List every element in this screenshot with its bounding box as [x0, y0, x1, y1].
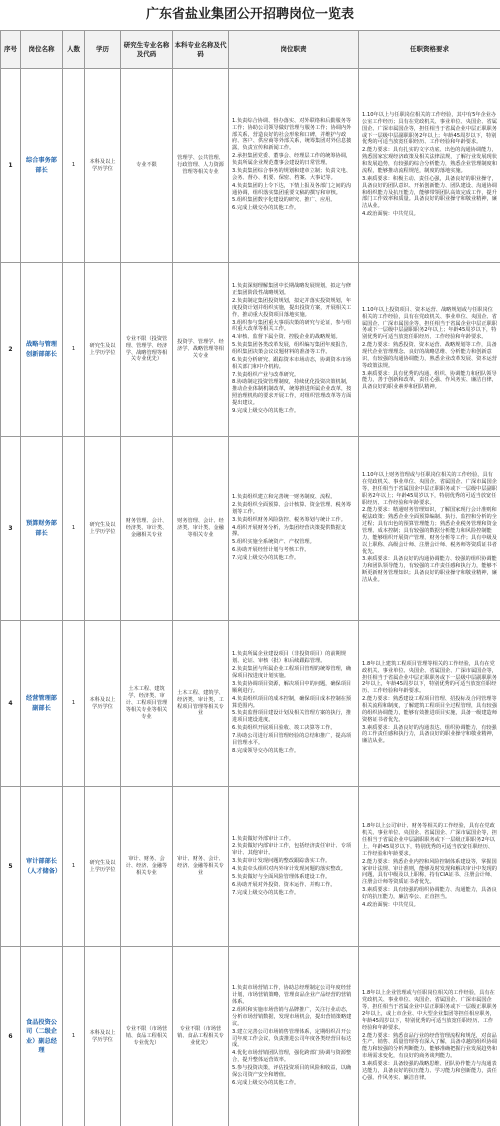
- cell-paragraph: 3.负责集团综合事务的规划和建章立制；负责文电、会务、督办、机要、保密、档案、大事记等。: [232, 167, 352, 181]
- cell-paragraph: 3.素质要求：具备良好的沟通表达、组织协调能力，有较强的工作责任感和执行力，具备良好的职业操守和敬业精神，廉洁从业。: [362, 724, 497, 745]
- cell-paragraph: 1.10年以上财务管理或与任职岗位相关的工作经验，具有在党政机关、事业单位、央国企、省属国企、广深市属国企等，担任相当于省属国企中层正职职务或下一层级中层副职职务2年以上；年龄45周岁以下，特别优秀的可适当放宽任职经历、工作经验和年龄要求。: [362, 472, 497, 506]
- cell-paragraph: 8.协助制定投资管理制度，持续优化投资决策机制，推动企业体制机制改革，统筹推进所属企业改革，按照治理机构的要求开展工作，对组织管理改革等方面提出建议。: [232, 379, 352, 407]
- cell-paragraph: 4.负责集团的上令下达，下情上报及各部门之间的沟通协调，组织落实集团重要文稿的撰写和审核。: [232, 182, 352, 196]
- position-name: 审计部部长（人才储备）: [21, 787, 63, 947]
- ug-major: 土木工程、建筑学、经济类、审计类、工程项目管理等相关专业: [173, 621, 229, 787]
- education: 本科及以上学历学位: [85, 621, 121, 787]
- cell-paragraph: 4.政治面貌：中共党员。: [362, 211, 419, 218]
- row-seq: 5: [1, 787, 21, 947]
- cell-paragraph: 4.审核、监督下属全资、控股企业的战略规划。: [232, 334, 341, 341]
- cell-paragraph: 2.负责组织全面预算、会计核算、资金管理、税务筹划等工作。: [232, 501, 352, 515]
- headcount: 1: [63, 947, 85, 1126]
- cell-paragraph: 1.10年以上与任职岗位相关的工作经验，其中有5年企业办公室工作经历；具有在党政机关、事业单位、央国企、省属国企、广深市属国企等，担任相当于省属企业中层正职职务或下一层级中层副职职务2年以上；年龄45周岁以下，特别优秀的可适当放宽任职经历、工作经验和年龄要求。: [362, 112, 497, 146]
- cell-paragraph: 3.负责协调项目资源，解决项目中的问题，确保项目顺利进行。: [232, 680, 352, 694]
- cell-paragraph: 2.能力要求：熟悉企业内控和风险控制体系建设等，掌握国家审计法规、审计准则，能够及时发现和解决审计中发现的问题，具有中级及以上职称，持有CIA证书、注册会计师、注册会计师等资质证书者优先。: [362, 858, 497, 886]
- cell-paragraph: 4.政治面貌：中共党员。: [362, 901, 419, 908]
- header-position: 岗位名称: [21, 31, 63, 69]
- duties-cell: [229, 621, 359, 787]
- cell-paragraph: 1.8年以上建筑工程项目管理等相关的工作经验，具有在党政机关、事业单位、央国企、省属国企、广深市属国企等，担任相当于省属企业中层正职职务或下一层级中层副职职务2年以上，年龄45周岁以下，特别优秀的可适当放宽任职经历、工作经验和年龄要求。: [362, 660, 497, 695]
- header-education: 学历: [85, 31, 121, 69]
- cell-paragraph: 3.素质要求：具有优秀的沟通、组织、协调能力和团队领导能力，善于创新和改革，责任心强、作风务实、廉洁自律，具备良好的职业素养和团队精神。: [362, 370, 497, 391]
- requirements-cell: [359, 69, 500, 263]
- cell-paragraph: 3.素质要求：具有较强的组织协调能力、沟通能力，具备良好的抗压能力，廉洁奉公、正直担当。: [362, 887, 497, 900]
- cell-paragraph: 2.能力要求：精通财务管理知识，了解国家现行会计准则和税法政策；熟悉企业全面预算编制、执行、监控和分析的全过程；具有出色的预算管理能力；熟悉企业税务管理和资金管理、成本控制；具有较强的数据分析能力和风险控制能力，能够组织开展资产管理、财务分析等工作；具有中级及以上职称、高级会计师、注册会计师、税务师等资质证书者优先。: [362, 507, 497, 555]
- cell-paragraph: 5.负责集团各类改革发展，组织编写集团年度报告，组织集团决策会议议题材料的准备等工作。: [232, 342, 352, 355]
- cell-paragraph: 3.素质要求：具备较强的战略思维、团队协作能力与沟通表达能力，具备良好的抗压能力、学习能力和创新能力，责任心强、作风务实、廉洁自律。: [362, 1061, 497, 1081]
- cell-paragraph: 7.完成上级交办的其他工作。: [232, 889, 300, 896]
- requirements-cell: [359, 787, 500, 947]
- cell-paragraph: 2.能力要求：熟悉建设工程项目管理、招投标及合同管理等相关流程和制度，了解建筑工程项目全过程管理，具有较强的组织协调能力，能够有效推进项目实施，具备一级建造师资格证书者优先。: [362, 696, 497, 723]
- cell-paragraph: 7.协助公司进行项目管理经验的总结和推广，提高项目管理水平。: [232, 732, 352, 746]
- table-row: [1, 437, 500, 621]
- table-row: [1, 69, 500, 263]
- cell-paragraph: 6.负责组织开展项目验收、竣工决算等工作。: [232, 725, 336, 732]
- table-header-row: [1, 31, 500, 69]
- grad-major: 审计、财务、会计、经济、金融等相关专业: [121, 787, 173, 947]
- grad-major: 专业不限（市场营销、食品工程相关专业优先）: [121, 947, 173, 1126]
- cell-paragraph: 3.负责组织财务风险防控、税务筹划与统计工作。: [232, 516, 346, 523]
- cell-paragraph: 4.负责牵头组织对内外审计发现问题的落实整改。: [232, 866, 346, 872]
- table-row: [1, 947, 500, 1126]
- cell-paragraph: 1.负责市场营销工作，协助总经理制定公司年度经营计划，市场营销策略，管理食品企业产品经营的营销体系。: [232, 985, 352, 1006]
- ug-major: 专业不限（市场营销、食品工程相关专业优先）: [173, 947, 229, 1126]
- education: 本科及以上学历学位: [85, 69, 121, 263]
- requirements-cell: [359, 263, 500, 437]
- requirements-cell: [359, 621, 500, 787]
- header-grad-major: 研究生专业名称及代码: [121, 31, 173, 69]
- duties-cell: [229, 69, 359, 263]
- education: 研究生及以上学历学位: [85, 437, 121, 621]
- position-name: 预算财务部部长: [21, 437, 63, 621]
- position-name: 食品投资公司（二级企业）副总经理: [21, 947, 63, 1126]
- grad-major: 专业不限（投资管理、管理学、经济学、战略管理等相关专业优先）: [121, 263, 173, 437]
- cell-paragraph: 1.10年以上投资项目、资本运营、战略规划或与任职岗位相关的工作经验，具有在党政机关、事业单位、央国企、省属国企、广深市属国企等，担任相当于省属企业中层正职职务或下一层级中层副职职务2年以上；年龄45周岁以下，特别优秀的可适当放宽任职经历、工作经验和年龄要求。: [362, 306, 497, 341]
- row-seq: 1: [1, 69, 21, 263]
- cell-paragraph: 2.组织和实施市场营销与品牌推广，关注行业动态，分析市场营销数据，发现市场机会，提出营销策略建议。: [232, 1007, 352, 1027]
- table-row: [1, 787, 500, 947]
- position-name: 经营管理部副部长: [21, 621, 63, 787]
- positions-table: [0, 30, 500, 1126]
- page-title: 广东省盐业集团公开招聘岗位一览表: [0, 0, 500, 30]
- cell-paragraph: 2.能力要求：熟悉投资、资本运营、战略规划等工作，具备现代企业管理理念、良好的战略思维、分析能力和创新意识，有较强的沟通协调能力，熟悉企业改革发展、资本运营等政策法规。: [362, 342, 497, 369]
- header-count: 人数: [63, 31, 85, 69]
- education: 研究生及以上学历学位: [85, 263, 121, 437]
- grad-major: 财务管理、会计、经济类、审计类、金融相关专业: [121, 437, 173, 621]
- cell-paragraph: 1.负责深刻理解集团中长期战略发展规划，拟定与修正集团阶段性战略规划。: [232, 283, 352, 297]
- cell-paragraph: 5.组织实施全系统资产、产权管理。: [232, 539, 315, 546]
- cell-paragraph: 1.8年以上企业管理或与任职岗位相关的工作经验，具有在党政机关、事业单位、央国企、省属国企、广深市属国企等，担任相当于省属企业中层正职职务或下一层级正职职务2年以上，或上市企业、中大型企业集团等担任相应职务，年龄45周岁以下，特别优秀的可适当放宽任职经历、工作经验和年龄要求。: [362, 990, 497, 1031]
- cell-paragraph: 5.负责做好与全面风险管理体系建设工作。: [232, 873, 331, 880]
- cell-paragraph: 3.素质要求：具备良好的沟通协调能力、较强的组织协调能力和团队领导能力，有较强的工作责任感和执行力，能够不断更新财务管理知识；具备良好的职业操守和敬业精神，廉洁从业。: [362, 556, 497, 584]
- cell-paragraph: 5.组织集团数字化建设的研究、推广、应用。: [232, 197, 336, 204]
- headcount: 1: [63, 437, 85, 621]
- duties-cell: [229, 437, 359, 621]
- cell-paragraph: 1.负责组织建立和完善统一财务制度、流程。: [232, 494, 336, 501]
- header-duties: 岗位职责: [229, 31, 359, 69]
- cell-paragraph: 7.完成上级交办的其他工作。: [232, 555, 300, 561]
- table-row: [1, 621, 500, 787]
- cell-paragraph: 3.负责审计发现问题的整改跟踪落实工作。: [232, 858, 331, 865]
- header-requirements: 任职资格要求: [359, 31, 500, 69]
- cell-paragraph: 3.组织参与集团重大事项决策的研究与论证，参与组织重大改革等相关工作。: [232, 319, 352, 333]
- cell-paragraph: 4.负责组织项目的成本控制，确保项目成本控制在预算范围内。: [232, 695, 352, 709]
- header-ug-major: 本科专业名称及代码: [173, 31, 229, 69]
- cell-paragraph: 5.参与投资决策，评估投资项目的风险和收益，以确保公司资产安全和增值。: [232, 1064, 352, 1078]
- headcount: 1: [63, 621, 85, 787]
- row-seq: 3: [1, 437, 21, 621]
- position-name: 综合事务部部长: [21, 69, 63, 263]
- header-seq: 序号: [1, 31, 21, 69]
- cell-paragraph: 6.协助开展对外投资、资本运作、并购工作。: [232, 881, 336, 888]
- row-seq: 4: [1, 621, 21, 787]
- row-seq: 2: [1, 263, 21, 437]
- cell-paragraph: 4.优化市场营销团队管理，强化跨部门协调与资源整合，提升整体运营效率。: [232, 1050, 352, 1064]
- ug-major: 管理学、公共管理、行政管理、人力资源管理等相关专业: [173, 69, 229, 263]
- cell-paragraph: 6.负责分析研究、跟踪资本市场动态，协调资本市场相关部门和中介机构。: [232, 356, 352, 370]
- cell-paragraph: 1.8年以上公司审计、财务等相关的工作经验，具有在党政机关、事业单位、央国企、省属国企、广深市属国企等，担任相当于省属企业中层副职职务或下一层级正职职务2年以上，年龄45周岁以下，特别优秀的可适当放宽任职经历、工作经验和年龄要求。: [362, 823, 497, 857]
- education: 研究生及以上学历学位: [85, 787, 121, 947]
- table-row: [1, 263, 500, 437]
- cell-paragraph: 7.负责组织产业与改革研究。: [232, 371, 300, 378]
- duties-cell: [229, 947, 359, 1126]
- requirements-cell: [359, 947, 500, 1126]
- cell-paragraph: 2.负责集团与所属企业工程项目管理的统筹管理，确保项目按进度计划实施。: [232, 666, 352, 680]
- grad-major: 土木工程、建筑学、经济类、审计、工程项目管理等相关专业等相关专业: [121, 621, 173, 787]
- cell-paragraph: 2.负责制定集团投资规划，拟定并落实投资规划，年度投资计划并组织实施，提出投资方案，开展相关工作，推动重大投资项目落地实施。: [232, 297, 352, 318]
- cell-paragraph: 1.负责做好外部审计工作。: [232, 835, 295, 842]
- ug-major: 审计、财务、会计、经济、金融等相关专业: [173, 787, 229, 947]
- position-name: 战略与管理创新部部长: [21, 263, 63, 437]
- cell-paragraph: 2.承担集团党委、董事会、经理层工作的统筹协调，负责所属企业规范董事会建设的日常管理。: [232, 153, 352, 167]
- duties-cell: [229, 787, 359, 947]
- grad-major: 专业不限: [121, 69, 173, 263]
- cell-paragraph: 3.建立完善公司市场销售管理体系，定期组织召开公司年度工作会议，负责推进公司年度各类经营目标达成。: [232, 1028, 352, 1049]
- cell-paragraph: 2.能力要求：具有扎实的文字功底、出色的沟通协调能力，熟悉国家宏观经济政策及相关法律法规，了解行业发展现状和发展趋势，有较强的综合分析能力，熟悉企业管理制度和流程，能够推动流程规范，制度的落地实施。: [362, 147, 497, 174]
- cell-paragraph: 1.负责综合协调、督办落实、对外联络和后勤服务等工作；协助公司领导做好管理与服务工作；协调内外部关系，营造良好的社会形象和口碑，并维护与政府、客户、供应商等外部关系，统筹集团对外信息披露，负责宣传和新闻工作。: [232, 117, 352, 152]
- cell-paragraph: 6.完成上级交办的其他工作。: [232, 1079, 300, 1086]
- cell-paragraph: 1.负责所属企业建设项目（非投资项目）的前期规划、论证、审核（批）和后续跟踪管理。: [232, 651, 346, 665]
- duties-cell: [229, 263, 359, 437]
- headcount: 1: [63, 787, 85, 947]
- cell-paragraph: 3.素质要求：积极主动、责任心强，具备良好的职业操守，具备良好的团队意识、开拓创新能力、团队建设、沟通协调和组织能力及抗压能力，能够带领团队高效完成工作，提升部门工作效率和质量。具备良好的职业操守和敬业精神，廉洁从业。: [362, 175, 497, 210]
- headcount: 1: [63, 263, 85, 437]
- headcount: 1: [63, 69, 85, 263]
- cell-paragraph: 5.负责监督项目建设计划及相关管理方案的执行，推进项目建设进度。: [232, 710, 352, 724]
- requirements-cell: [359, 437, 500, 621]
- cell-paragraph: 4.组织开展财务分析，为集团经营决策提供数据支撑。: [232, 524, 346, 538]
- education: 本科及以上学历学位: [85, 947, 121, 1126]
- ug-major: 财务管理、会计、经济类、审计类、金融等相关专业: [173, 437, 229, 621]
- cell-paragraph: 8.完成领导交办的其他工作。: [232, 747, 300, 754]
- cell-paragraph: 2.负责做好内部审计工作，包括经济责任审计、专项审计、其他审计。: [232, 843, 352, 857]
- cell-paragraph: 9.完成上级交办的其他工作。: [232, 407, 300, 414]
- cell-paragraph: 2.能力要求：熟悉食品行业的经营管理流程和规范，对食品生产、销售、质量管理等有深入了解，具备卓越的组织协调能力和较强的分析判断能力，能够准确把握行业发展趋势和市场需求变化，有良好的商务谈判能力。: [362, 1032, 497, 1060]
- cell-paragraph: 6.协助开展经营计划与考核工作。: [232, 547, 310, 554]
- row-seq: 6: [1, 947, 21, 1126]
- cell-paragraph: 6.完成上级交办的其他工作。: [232, 205, 300, 212]
- ug-major: 投资学、管理学、经济学、战略管理等相关专业: [173, 263, 229, 437]
